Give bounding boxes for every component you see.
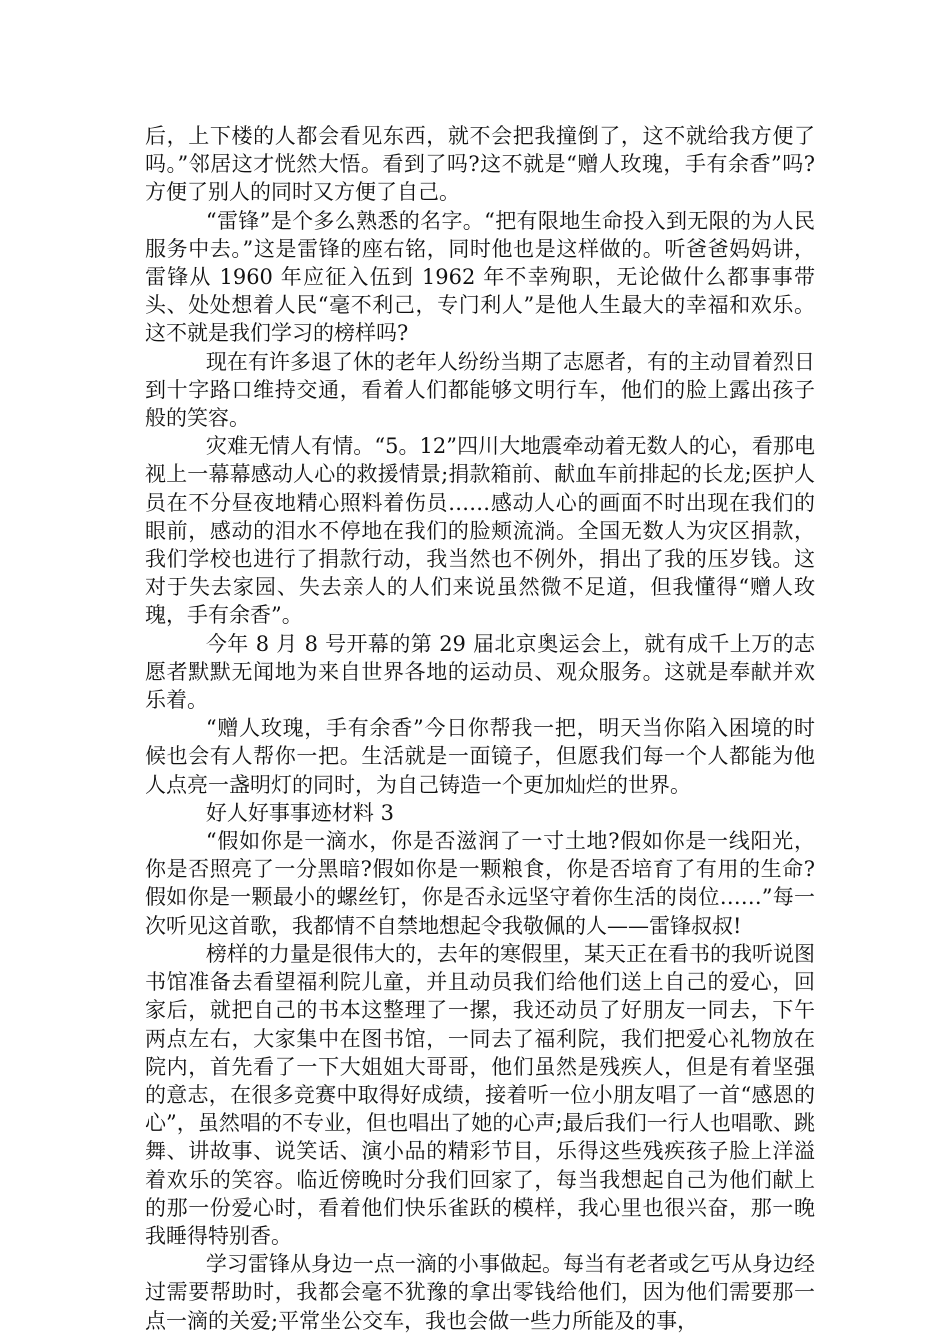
paragraph-7: “假如你是一滴水，你是否滋润了一寸土地?假如你是一线阳光，你是否照亮了一分黑暗?假如你是一颗粮食，你是否培育了有用的生命?假如你是一颗最小的螺丝钉，你是否永远坚守着你生活的岗位……”每一次听见这首歌，我都情不自禁地想起令我敬佩的人——雷锋叔叔! [145, 829, 815, 938]
paragraph-5: 今年 8 月 8 号开幕的第 29 届北京奥运会上，就有成千上万的志愿者默默无闻地为来自世界各地的运动员、观众服务。这就是奉献并欢乐着。 [145, 631, 815, 713]
section-heading: 好人好事事迹材料 3 [205, 800, 394, 825]
paragraph-9: 学习雷锋从身边一点一滴的小事做起。每当有老者或乞丐从身边经过需要帮助时，我都会毫不犹豫的拿出零钱给他们，因为他们需要那一点一滴的关爱;平常坐公交车，我也会做一些力所能及的事， [145, 1252, 815, 1333]
paragraph-6: “赠人玫瑰，手有余香”今日你帮我一把，明天当你陷入困境的时候也会有人帮你一把。生活就是一面镜子，但愿我们每一个人都能为他人点亮一盏明灯的同时，为自己铸造一个更加灿烂的世界。 [145, 716, 815, 797]
paragraph-1: 后，上下楼的人都会看见东西，就不会把我撞倒了，这不就给我方便了吗。”邻居这才恍然大悟。看到了吗?这不就是“赠人玫瑰，手有余香”吗?方便了别人的同时又方便了自己。 [145, 124, 815, 205]
paragraph-4: 灾难无情人有情。“5。12”四川大地震牵动着无数人的心，看那电视上一幕幕感动人心的救援情景;捐款箱前、献血车前排起的长龙;医护人员在不分昼夜地精心照料着伤员……感动人心的画面不时出现在我们的眼前，感动的泪水不停地在我们的脸颊流淌。全国无数人为灾区捐款，我们学校也进行了捐款行动，我当然也不例外，捐出了我的压岁钱。这对于失去家园、失去亲人的人们来说虽然微不足道，但我懂得“赠人玫瑰，手有余香”。 [145, 434, 815, 628]
paragraph-8: 榜样的力量是很伟大的，去年的寒假里，某天正在看书的我听说图书馆准备去看望福利院儿童，并且动员我们给他们送上自己的爱心，回家后，就把自己的书本这整理了一摞，我还动员了好朋友一同去，下午两点左右，大家集中在图书馆，一同去了福利院，我们把爱心礼物放在院内，首先看了一下大姐姐大哥哥，他们虽然是残疾人，但是有着坚强的意志，在很多竞赛中取得好成绩，接着听一位小朋友唱了一首“感恩的心”，虽然唱的不专业，但也唱出了她的心声;最后我们一行人也唱歌、跳舞、讲故事、说笑话、演小品的精彩节目，乐得这些残疾孩子脸上洋溢着欢乐的笑容。临近傍晚时分我们回家了，每当我想起自己为他们献上的那一份爱心时，看着他们快乐雀跃的模样，我心里也很兴奋，那一晚我睡得特别香。 [145, 941, 815, 1248]
document-body [145, 122, 815, 1335]
paragraph-3: 现在有许多退了休的老年人纷纷当期了志愿者，有的主动冒着烈日到十字路口维持交通，看着人们都能够文明行车，他们的脸上露出孩子般的笑容。 [145, 349, 815, 431]
paragraph-2: “雷锋”是个多么熟悉的名字。“把有限地生命投入到无限的为人民服务中去。”这是雷锋的座右铭，同时他也是这样做的。听爸爸妈妈讲，雷锋从 1960 年应征入伍到 1962 年不幸殉职，无论做什么都事事带头、处处想着人民“毫不利己，专门利人”是他人生最大的幸福和欢乐。这不就是我们学习的榜样吗? [145, 208, 815, 346]
